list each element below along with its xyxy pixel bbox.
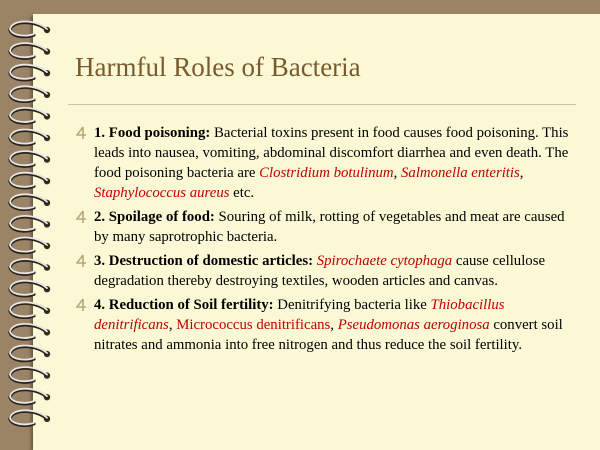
bullet-item-soil-fertility bbox=[76, 295, 576, 355]
numeral-four-bullet-icon bbox=[76, 254, 87, 268]
spiral-ring bbox=[10, 43, 50, 58]
spiral-ring bbox=[10, 108, 50, 123]
item-text: , bbox=[393, 165, 402, 181]
title-divider bbox=[68, 104, 576, 105]
item-heading: 3. Destruction of domestic articles: bbox=[94, 253, 314, 269]
slide-title: Harmful Roles of Bacteria bbox=[75, 52, 361, 82]
spiral-ring bbox=[10, 216, 50, 231]
item-text: convert soil nitrates and ammonia into free nitrogen and thus reduce the soil fertility. bbox=[94, 317, 563, 353]
spiral-ring bbox=[10, 367, 50, 382]
species-name: Clostridium botulinum bbox=[259, 165, 394, 181]
item-text: Denitrifying bacteria like bbox=[273, 297, 431, 313]
spiral-ring bbox=[10, 86, 50, 101]
spiral-binding-icon bbox=[0, 0, 60, 450]
item-text: , bbox=[519, 165, 524, 181]
spiral-ring bbox=[10, 281, 50, 296]
spiral-ring bbox=[10, 173, 50, 188]
numeral-four-bullet-icon bbox=[76, 126, 87, 140]
spiral-ring bbox=[10, 324, 50, 339]
numeral-four-bullet-icon bbox=[76, 298, 87, 312]
spiral-ring bbox=[10, 238, 50, 253]
species-name: Micrococcus denitrificans bbox=[176, 317, 331, 333]
spiral-ring bbox=[10, 410, 50, 425]
item-text: cause cellulose degradation thereby destroying textiles, wooden articles and canvas. bbox=[94, 253, 546, 289]
item-text: Bacterial toxins present in food causes food poisoning. This leads into nausea, vomiting, abdominal discomfort diarrhea and even death. The food poisoning bacteria are bbox=[94, 125, 569, 181]
spiral-ring bbox=[10, 22, 50, 37]
item-text: , bbox=[168, 317, 177, 333]
item-heading: 4. Reduction of Soil fertility: bbox=[94, 297, 274, 313]
item-heading: 2. Spoilage of food: bbox=[94, 209, 215, 225]
spiral-ring bbox=[10, 346, 50, 361]
species-name: Salmonella enteritis bbox=[401, 165, 520, 181]
spiral-ring bbox=[10, 65, 50, 80]
bullet-item-food-poisoning bbox=[76, 123, 576, 203]
species-name: Thiobacillus denitrificans bbox=[94, 297, 505, 333]
species-name: Staphylococcus aureus bbox=[94, 185, 230, 201]
spiral-ring bbox=[10, 389, 50, 404]
item-heading: 1. Food poisoning: bbox=[94, 125, 211, 141]
bullet-item-destruction bbox=[76, 251, 576, 291]
bullet-list bbox=[76, 123, 576, 359]
spiral-ring bbox=[10, 151, 50, 166]
numeral-four-bullet-icon bbox=[76, 210, 87, 224]
item-text: , bbox=[330, 317, 338, 333]
bullet-item-spoilage bbox=[76, 207, 576, 247]
item-text: Souring of milk, rotting of vegetables and meat are caused by many saprotrophic bacteria. bbox=[94, 209, 565, 245]
species-name: Spirochaete cytophaga bbox=[316, 253, 453, 269]
species-name: Pseudomonas aeroginosa bbox=[337, 317, 490, 333]
spiral-ring bbox=[10, 194, 50, 209]
spiral-ring bbox=[10, 259, 50, 274]
item-text: etc. bbox=[229, 185, 255, 201]
spiral-ring bbox=[10, 130, 50, 145]
spiral-ring bbox=[10, 302, 50, 317]
